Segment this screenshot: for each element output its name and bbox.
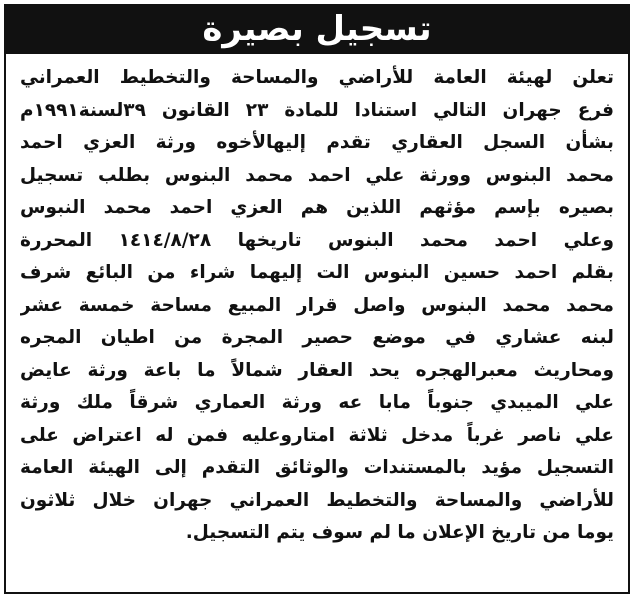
body-line: يوما من تاريخ الإعلان ما لم سوف يتم التسجيل. [185, 522, 614, 543]
body-line: التسجيل مؤيد بالمستندات والوثائق التقدم إلى الهيئة العامة [20, 457, 614, 478]
notice-body [20, 62, 614, 550]
body-line: بصيره بإسم مؤثهم اللذين هم العزي احمد محمد النبوس [20, 197, 614, 218]
body-line: علي الميبدي جنوباً مابا عه ورثة العماري شرقاً ملك ورثة [20, 392, 614, 413]
body-line: تعلن لهيئة العامة للأراضي والمساحة والتخطيط العمراني [20, 67, 614, 88]
body-line: محمد البنوس وورثة علي احمد محمد البنوس بطلب تسجيل [20, 164, 614, 186]
notice-box [4, 4, 630, 594]
body-line: علي ناصر غرباً مدخل ثلاثة امتاروعليه فمن له اعتراض على [20, 424, 614, 446]
title-bar [4, 4, 630, 54]
body-line: للأراضي والمساحة والتخطيط العمراني جهران خلال ثلاثون [20, 489, 614, 511]
body-line: لبنه عشاري في موضع حصير المجرة من اطيان المجره [20, 327, 614, 348]
body-line: وعلي احمد محمد البنوس تاريخها ١٤١٤/٨/٢٨ المحررة [20, 229, 614, 251]
body-line: بشأن السجل العقاري تقدم إليهالأخوه ورثة العزي احمد [20, 132, 614, 153]
body-line: بقلم احمد حسين البنوس الت إليهما شراء من البائع شرف [20, 262, 614, 283]
notice-title: تسجيل بصيرة [202, 9, 432, 49]
body-line: ومحاريث معبرالهجره يحد العقار شمالاً ما باعة ورثة عايض [20, 359, 614, 381]
body-line: فرع جهران التالي استنادا للمادة ٢٣ القانون ٣٩لسنة١٩٩١م [20, 99, 614, 121]
body-line: محمد محمد البنوس واصل قرار المبيع مساحة خمسة عشر [20, 294, 614, 316]
